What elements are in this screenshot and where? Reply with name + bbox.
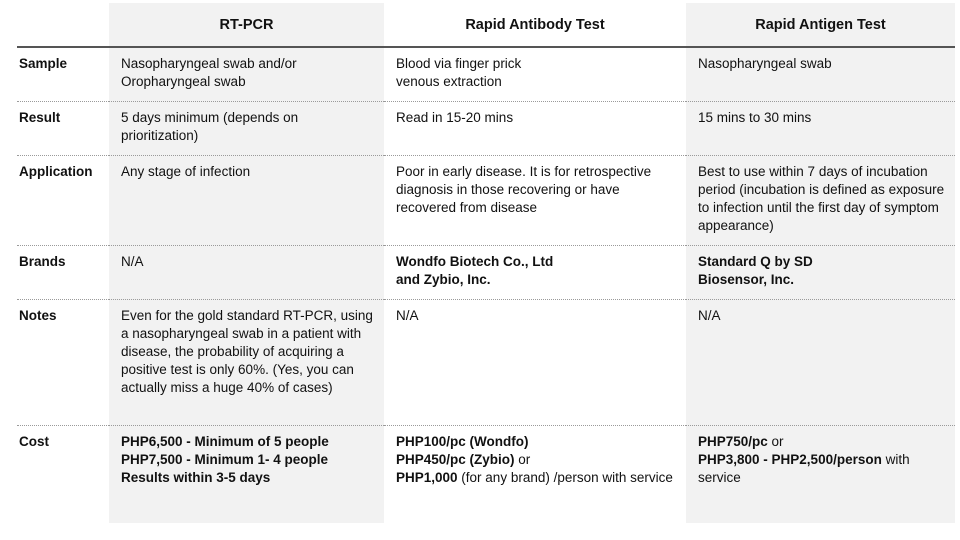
cell-application-rtpcr: Any stage of infection xyxy=(121,163,251,179)
price-line xyxy=(698,451,949,487)
cell-application-antibody: Poor in early disease. It is for retrospective diagnosis in those recovering or have recovered from disease xyxy=(396,163,652,215)
cell-cost-antibody xyxy=(396,426,680,487)
cell-brands-rtpcr: N/A xyxy=(121,253,144,269)
cell-result-antigen: 15 mins to 30 mins xyxy=(698,109,812,125)
cell-line: venous extraction xyxy=(396,74,502,89)
price-note: or xyxy=(514,451,531,467)
brand-name: Standard Q by SD xyxy=(698,253,813,269)
column-header-rapid-antibody: Rapid Antibody Test xyxy=(384,3,686,47)
price-amount: PHP1,000 xyxy=(396,469,458,485)
cell-brands-antigen xyxy=(698,246,949,289)
price-line: Results within 3-5 days xyxy=(121,469,271,485)
price-line xyxy=(396,451,680,469)
table-row-application xyxy=(17,155,955,245)
row-label-result: Result xyxy=(19,109,61,125)
cell-line: Blood via finger prick xyxy=(396,56,522,71)
row-label-brands: Brands xyxy=(19,253,66,269)
cell-cost-antigen xyxy=(698,426,949,487)
brand-name: Biosensor, Inc. xyxy=(698,271,795,287)
price-amount: PHP3,800 - PHP2,500/person xyxy=(698,451,882,467)
cell-notes-antibody: N/A xyxy=(396,307,419,323)
price-line: PHP7,500 - Minimum 1- 4 people xyxy=(121,451,329,467)
comparison-table xyxy=(17,3,955,521)
cell-notes-rtpcr: Even for the gold standard RT-PCR, using a nasopharyngeal swab in a patient with disease, the probability of acquiring a positive test is only 60%. (Yes, you can actually miss a huge 40% of cases) xyxy=(121,307,373,395)
row-label-application: Application xyxy=(19,163,93,179)
row-label-sample: Sample xyxy=(19,56,68,71)
table-row-result xyxy=(17,101,955,155)
corner-cell xyxy=(17,3,109,47)
column-header-rtpcr: RT-PCR xyxy=(109,3,384,47)
price-line xyxy=(698,433,949,451)
cell-sample-rtpcr: Nasopharyngeal swab and/or Oropharyngeal swab xyxy=(121,56,297,89)
price-note: or xyxy=(767,433,784,449)
price-note: (for any brand) /person with service xyxy=(457,469,673,485)
table-row-cost xyxy=(17,425,955,521)
price-line xyxy=(396,469,680,487)
row-label-notes: Notes xyxy=(19,307,57,323)
price-amount: PHP450/pc (Zybio) xyxy=(396,451,515,467)
brand-name: and Zybio, Inc. xyxy=(396,271,491,287)
cell-notes-antigen: N/A xyxy=(698,307,721,323)
cell-cost-rtpcr xyxy=(121,426,378,487)
cell-sample-antigen: Nasopharyngeal swab xyxy=(698,56,832,71)
cell-result-antibody: Read in 15-20 mins xyxy=(396,109,514,125)
table-row-sample xyxy=(17,47,955,101)
cell-application-antigen: Best to use within 7 days of incubation period (incubation is defined as exposure to infection until the first day of symptom appearance) xyxy=(698,163,945,233)
brand-name: Wondfo Biotech Co., Ltd xyxy=(396,253,554,269)
cell-brands-antibody xyxy=(396,246,680,289)
price-line: PHP6,500 - Minimum of 5 people xyxy=(121,433,329,449)
header-row xyxy=(17,3,955,47)
price-amount: PHP750/pc xyxy=(698,433,768,449)
column-header-rapid-antigen: Rapid Antigen Test xyxy=(686,3,955,47)
cell-sample-antibody xyxy=(396,48,680,91)
table-row-brands xyxy=(17,245,955,299)
row-label-cost: Cost xyxy=(19,433,49,449)
table-row-notes xyxy=(17,299,955,425)
price-note: with service xyxy=(698,451,910,485)
cell-result-rtpcr: 5 days minimum (depends on prioritization) xyxy=(121,109,299,143)
price-line: PHP100/pc (Wondfo) xyxy=(396,433,529,449)
